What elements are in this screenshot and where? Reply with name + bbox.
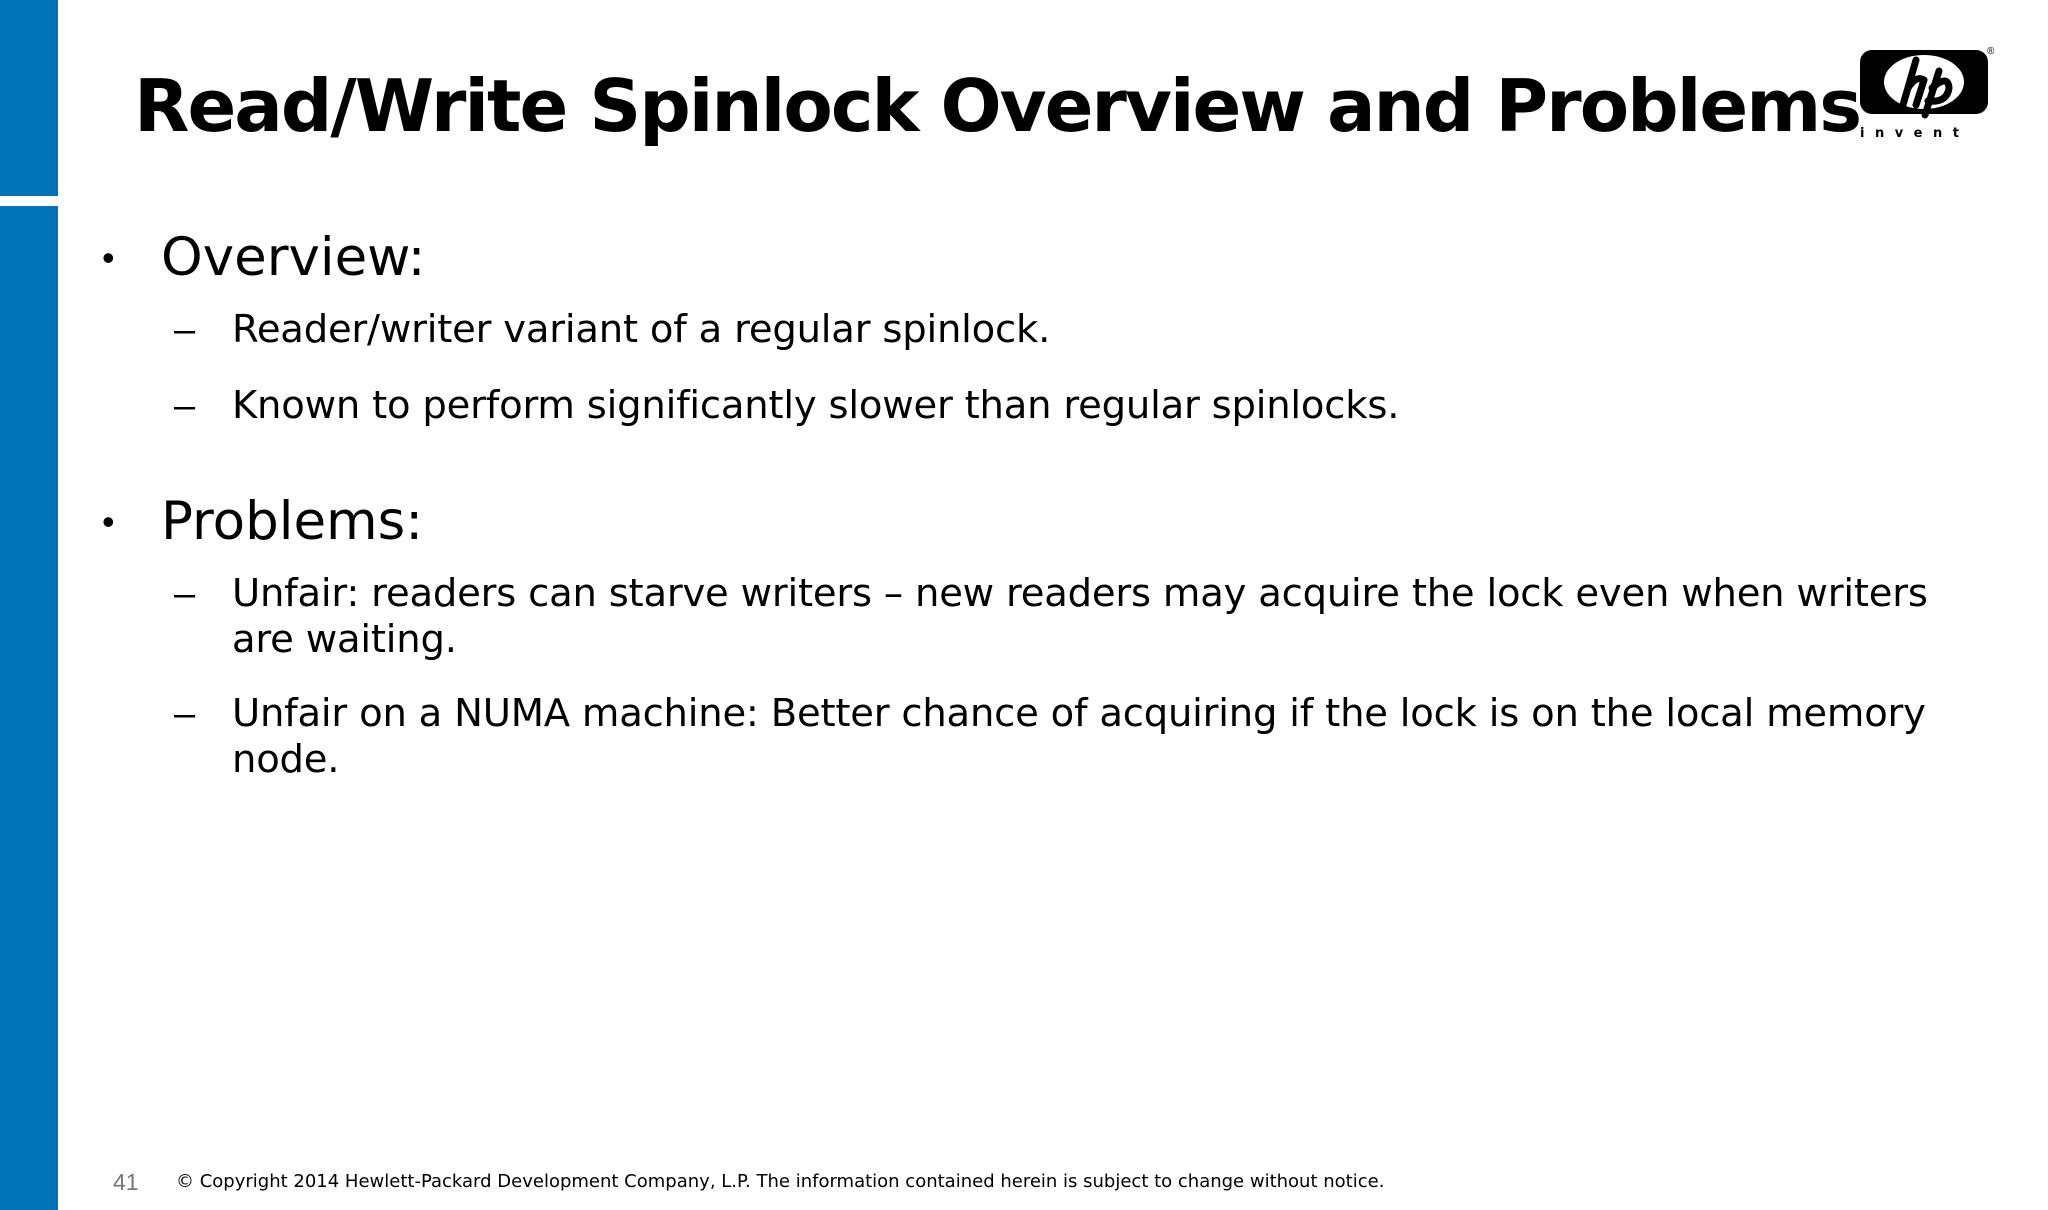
overview-item: Known to perform significantly slower than regular spinlocks.	[232, 383, 1400, 428]
section-heading-overview: Overview:	[161, 227, 426, 288]
overview-item: Reader/writer variant of a regular spinlock.	[232, 307, 1051, 352]
item-dash: –	[174, 309, 196, 351]
section-bullet: •	[102, 237, 115, 278]
hp-logo-mark-icon	[1856, 48, 1994, 120]
slide-title: Read/Write Spinlock Overview and Problems	[134, 64, 1861, 148]
problem-item: Unfair on a NUMA machine: Better chance of acquiring if the lock is on the local memory node.	[232, 691, 1926, 782]
registered-mark: ®	[1987, 46, 1995, 57]
copyright-notice: © Copyright 2014 Hewlett-Packard Development Company, L.P. The information contained herein is subject to change without notice.	[176, 1171, 1385, 1192]
section-bullet: •	[102, 501, 115, 542]
accent-bar-top	[0, 0, 58, 196]
item-dash: –	[174, 693, 196, 735]
item-dash: –	[174, 573, 196, 615]
accent-bar-bottom	[0, 206, 58, 1210]
page-number: 41	[113, 1169, 139, 1195]
problem-item: Unfair: readers can starve writers – new readers may acquire the lock even when writers are waiting.	[232, 571, 1928, 662]
section-heading-problems: Problems:	[161, 491, 424, 552]
logo-tagline: invent	[1860, 126, 1970, 141]
hp-logo	[1856, 48, 1994, 148]
item-dash: –	[174, 385, 196, 427]
